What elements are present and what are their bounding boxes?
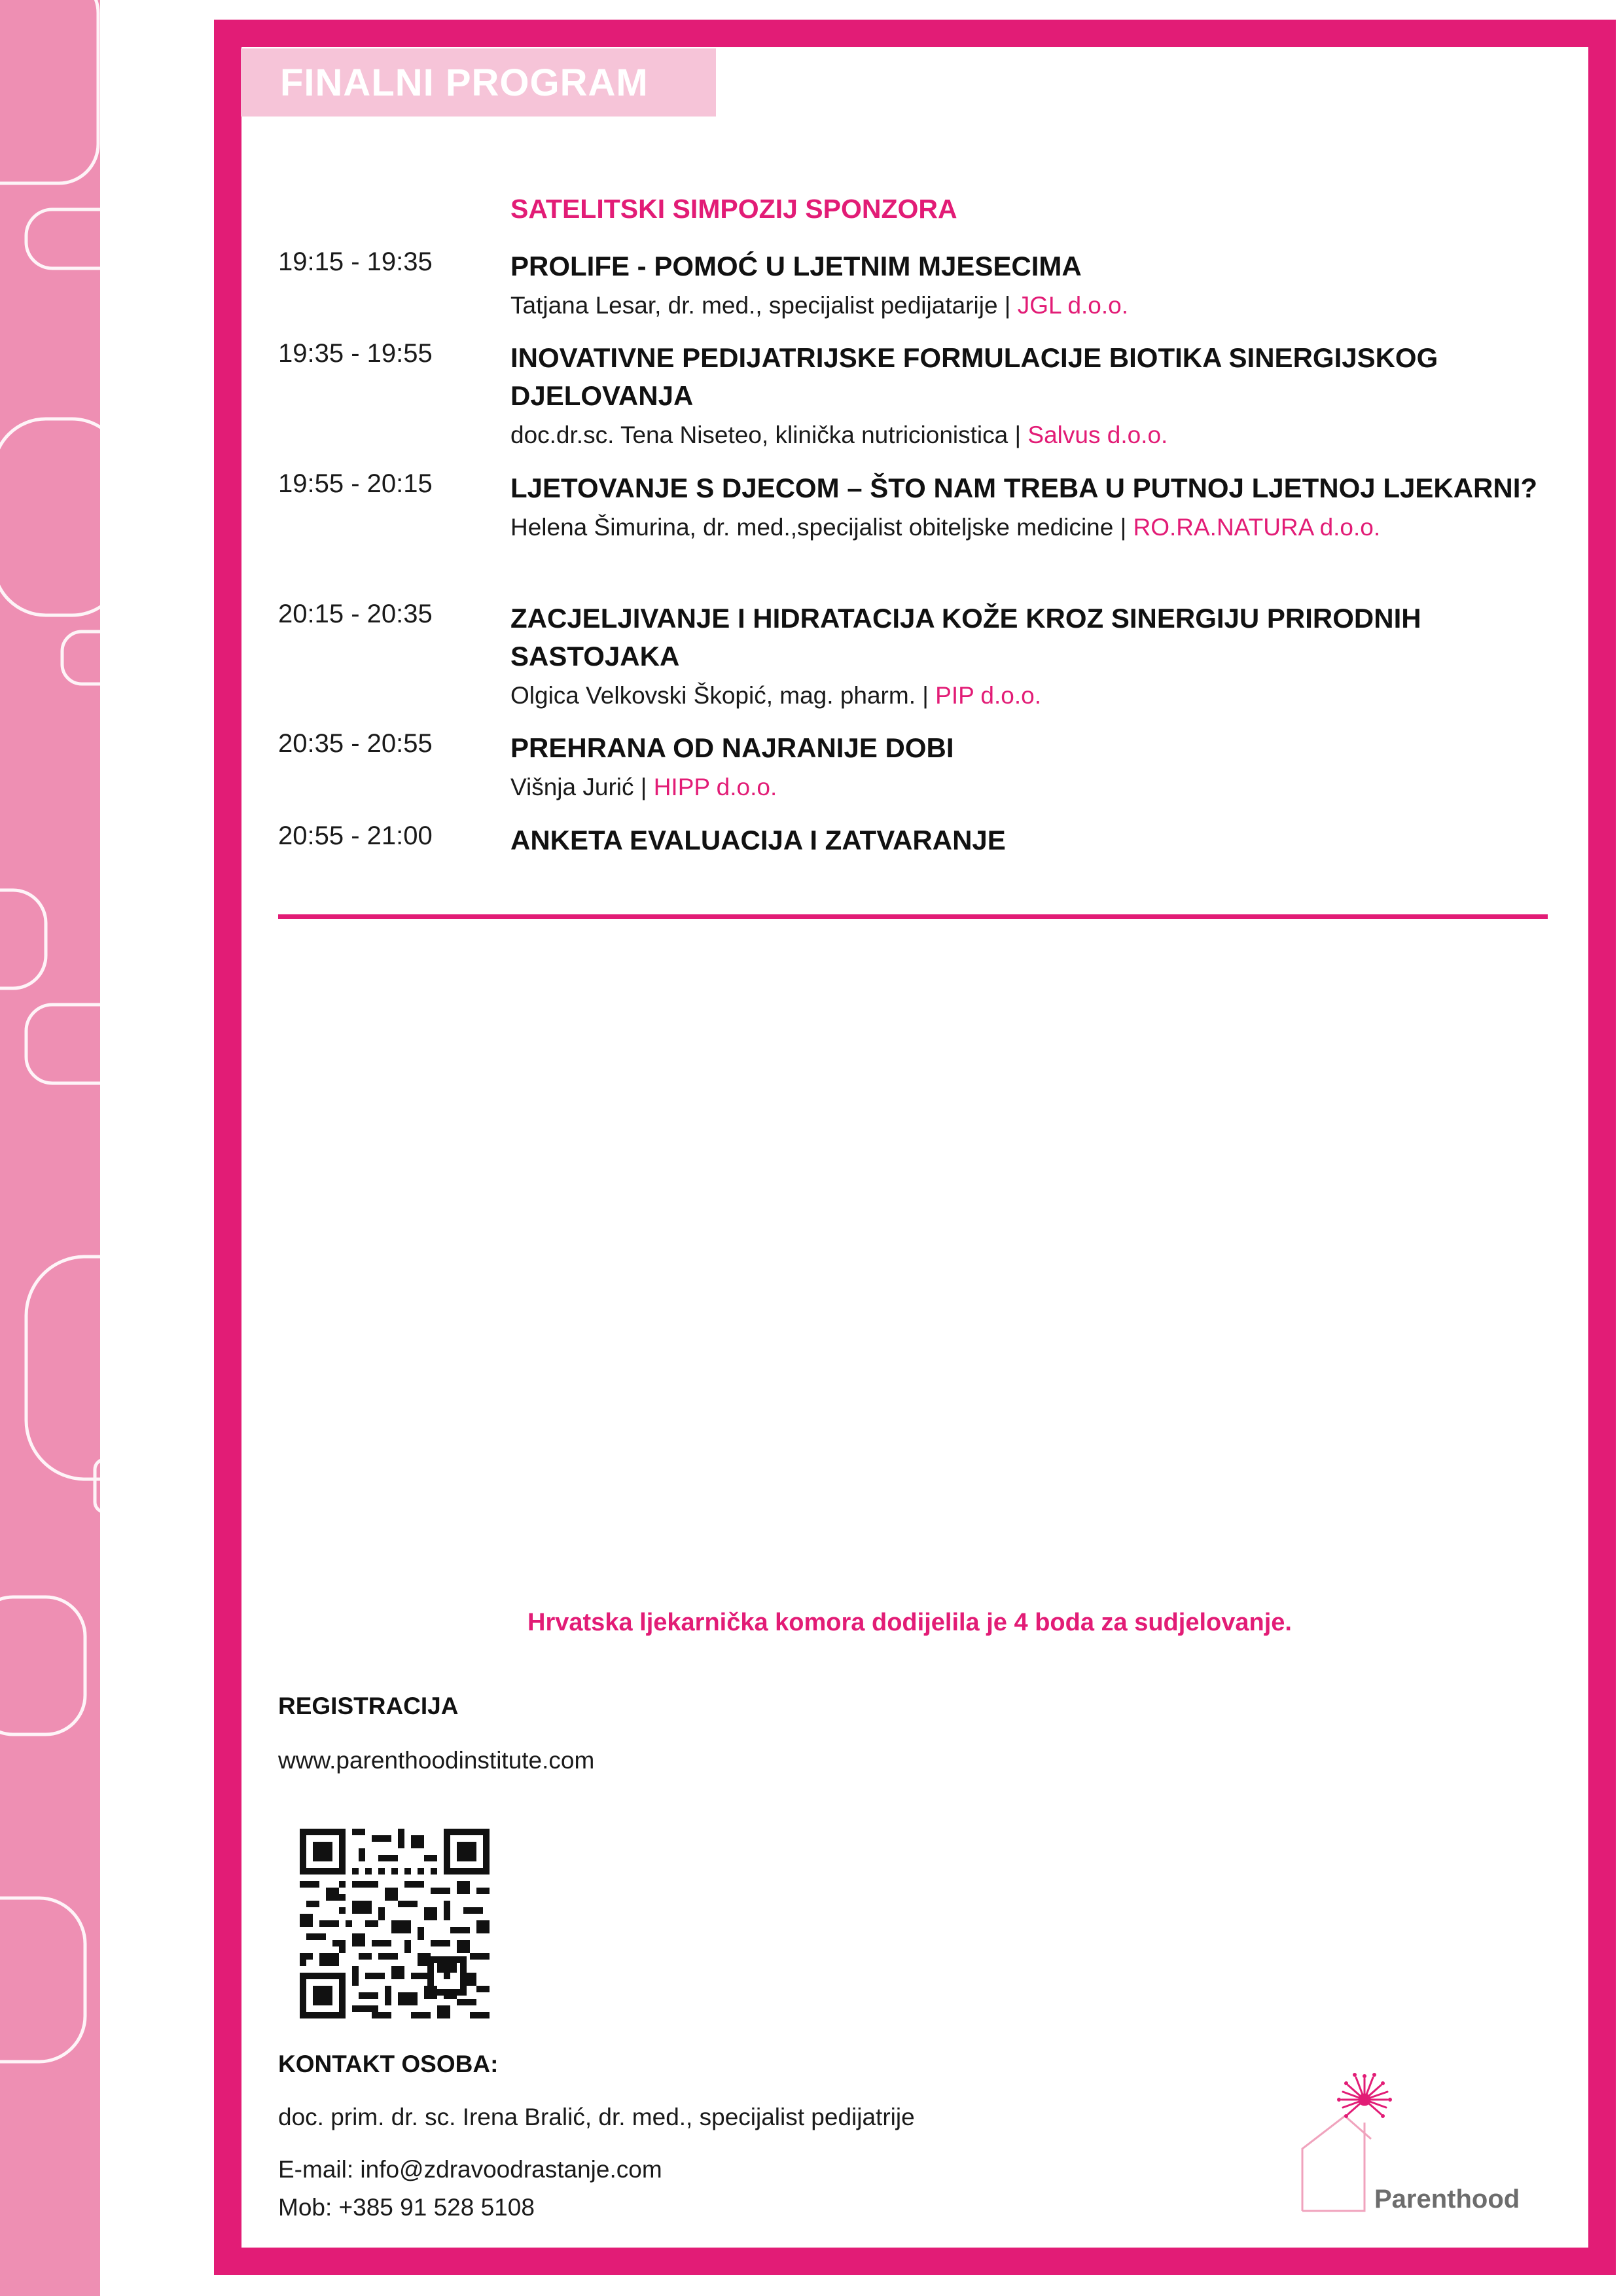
decorative-rounded-shapes [0, 0, 100, 2296]
program-title: INOVATIVNE PEDIJATRIJSKE FORMULACIJE BIOTIKA SINERGIJSKOG DJELOVANJA [510, 342, 1438, 411]
contact-label: KONTAKT OSOBA: [278, 2051, 499, 2077]
sponsor-company: Salvus d.o.o. [1027, 422, 1168, 448]
page-title: FINALNI PROGRAM [280, 61, 649, 104]
title-banner [241, 48, 716, 117]
speaker-name: Tatjana Lesar, dr. med., specijalist pedijatarije | [510, 292, 1018, 319]
sponsor-company: JGL d.o.o. [1017, 292, 1129, 319]
qr-code[interactable] [300, 1829, 490, 2018]
program-time: 19:35 - 19:55 [278, 339, 433, 368]
program-title: PREHRANA OD NAJRANIJE DOBI [510, 732, 954, 763]
program-time: 20:15 - 20:35 [278, 600, 433, 628]
program-title: LJETOVANJE S DJECOM – ŠTO NAM TREBA U PUTNOJ LJETNOJ LJEKARNI? [510, 473, 1538, 503]
contact-name: doc. prim. dr. sc. Irena Bralić, dr. med., specijalist pedijatrije [278, 2104, 915, 2130]
contact-phone[interactable]: Mob: +385 91 528 5108 [278, 2194, 535, 2221]
decorative-side-band [0, 0, 100, 2296]
program-speaker [510, 679, 1544, 712]
speaker-name: Helena Šimurina, dr. med.,specijalist obiteljske medicine | [510, 514, 1133, 541]
program-time: 19:55 - 20:15 [278, 469, 433, 498]
registration-label: REGISTRACIJA [278, 1693, 459, 1719]
program-speaker [510, 771, 1544, 804]
program-time: 20:55 - 21:00 [278, 821, 433, 850]
program-time: 20:35 - 20:55 [278, 729, 433, 758]
program-speaker [510, 511, 1544, 544]
section-title: SATELITSKI SIMPOZIJ SPONZORA [510, 194, 957, 224]
section-divider [278, 914, 1548, 919]
program-title: ZACJELJIVANJE I HIDRATACIJA KOŽE KROZ SINERGIJU PRIRODNIH SASTOJAKA [510, 603, 1421, 672]
speaker-name: doc.dr.sc. Tena Niseteo, klinička nutricionistica | [510, 422, 1028, 448]
sponsor-company: RO.RA.NATURA d.o.o. [1133, 514, 1381, 541]
program-speaker [510, 419, 1544, 452]
program-speaker [510, 289, 1544, 322]
registration-link[interactable]: www.parenthoodinstitute.com [278, 1747, 595, 1774]
program-time: 19:15 - 19:35 [278, 247, 433, 276]
speaker-name: Olgica Velkovski Škopić, mag. pharm. | [510, 682, 936, 709]
sponsor-company: PIP d.o.o. [935, 682, 1041, 709]
program-title: PROLIFE - POMOĆ U LJETNIM MJESECIMA [510, 251, 1082, 281]
contact-email[interactable]: E-mail: info@zdravoodrastanje.com [278, 2156, 662, 2183]
sponsor-company: HIPP d.o.o. [653, 774, 777, 800]
logo-text: Parenthood [1374, 2185, 1520, 2214]
program-title: ANKETA EVALUACIJA I ZATVARANJE [510, 825, 1006, 855]
credit-note: Hrvatska ljekarnička komora dodijelila je 4 boda za sudjelovanje. [527, 1609, 1292, 1636]
speaker-name: Višnja Jurić | [510, 774, 654, 800]
